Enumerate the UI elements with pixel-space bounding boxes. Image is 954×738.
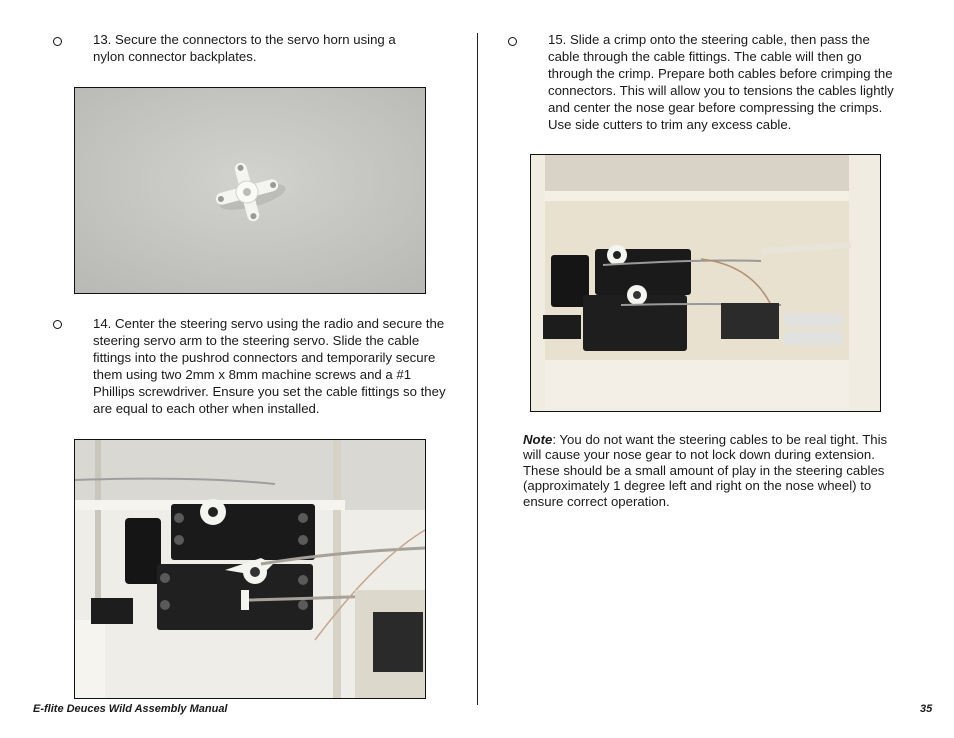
steering-servo-photo [74, 439, 426, 699]
checkbox-bullet-15[interactable] [508, 37, 517, 46]
checkbox-bullet-13[interactable] [53, 37, 62, 46]
page-number: 35 [920, 703, 933, 715]
step-14-text: 14. Center the steering servo using the radio and secure the steering servo arm to the steering servo. Slide the cable fittings into the pushrod connectors and temporarily secure them using two 2mm x 8mm machine screws and a #1 Phillips screwdriver. Ensure you set the cable fittings so they are equal to each other when installed. [93, 316, 446, 416]
step-15-text: 15. Slide a crimp onto the steering cable, then pass the cable through the cable fittings. The cable will then go through the crimp. Prepare both cables before crimping the connectors. This will allow you to tensions the cables lightly and center the nose gear before compressing the crimps. Use side cutters to trim any excess cable. [548, 32, 894, 132]
servo-horn-photo [74, 87, 426, 294]
column-divider [477, 33, 478, 705]
step-13-text: 13. Secure the connectors to the servo horn using a nylon connector backplates. [93, 32, 396, 64]
checkbox-bullet-14[interactable] [53, 320, 62, 329]
note-text: : You do not want the steering cables to be real tight. This will cause your nose gear to not lock down during extension. These should be a small amount of play in the steering cables (approximately 1 degree left and right on the nose wheel) to ensure correct operation. [523, 432, 888, 509]
manual-title: E-flite Deuces Wild Assembly Manual [33, 703, 228, 715]
note-paragraph [523, 432, 893, 509]
note-label: Note [523, 432, 553, 447]
crimp-cable-photo [530, 154, 881, 412]
